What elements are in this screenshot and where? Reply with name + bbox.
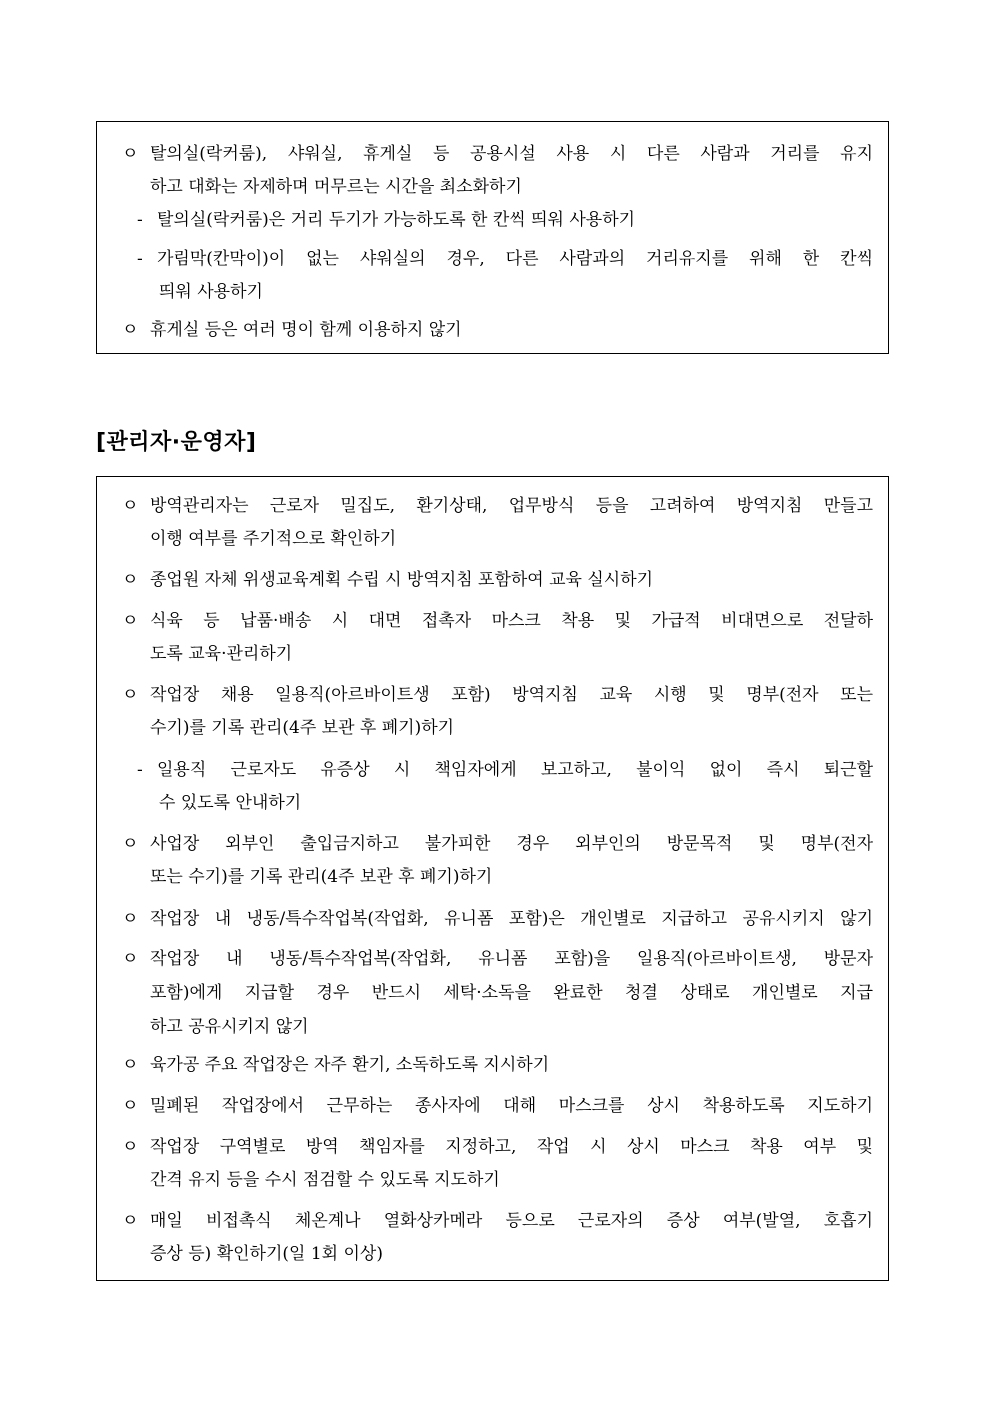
list-item-line: 하고 공유시키지 않기 [150, 1017, 309, 1037]
list-item-line: 가림막(칸막이)이 없는 샤워실의 경우, 다른 사람과의 거리유지를 위해 한 칸씩 [157, 249, 873, 269]
list-item-line: 또는 수기)를 기록 관리(4주 보관 후 폐기)하기 [150, 867, 493, 887]
list-item-line: 사업장 외부인 출입금지하고 불가피한 경우 외부인의 방문목적 및 명부(전자 [150, 834, 873, 854]
list-item-line: 하고 대화는 자제하며 머무르는 시간을 최소화하기 [150, 177, 522, 197]
dash-bullet: - [137, 210, 143, 230]
circle-bullet: ㅇ [122, 1055, 139, 1075]
list-item-line: 작업장 내 냉동/특수작업복(작업화, 유니폼 포함)은 개인별로 지급하고 공유시키지 않기 [150, 909, 873, 929]
circle-bullet: ㅇ [122, 496, 139, 516]
list-item-line: 수 있도록 안내하기 [159, 793, 302, 813]
list-item-line: 작업장 구역별로 방역 책임자를 지정하고, 작업 시 상시 마스크 착용 여부 및 [150, 1137, 873, 1157]
list-item-line: 수기)를 기록 관리(4주 보관 후 폐기)하기 [150, 718, 455, 738]
info-box-manager-guidelines [96, 476, 889, 1281]
list-item-line: 도록 교육·관리하기 [150, 644, 293, 664]
circle-bullet: ㅇ [122, 1096, 139, 1116]
list-item-line: 방역관리자는 근로자 밀집도, 환기상태, 업무방식 등을 고려하여 방역지침 만들고 [150, 496, 873, 516]
list-item-line: 매일 비접촉식 체온계나 열화상카메라 등으로 근로자의 증상 여부(발열, 호흡기 [150, 1211, 873, 1231]
circle-bullet: ㅇ [122, 909, 139, 929]
list-item-line: 이행 여부를 주기적으로 확인하기 [150, 529, 397, 549]
list-item-line: 작업장 채용 일용직(아르바이트생 포함) 방역지침 교육 시행 및 명부(전자 또는 [150, 685, 873, 705]
circle-bullet: ㅇ [122, 949, 139, 969]
list-item-line: 식육 등 납품·배송 시 대면 접촉자 마스크 착용 및 가급적 비대면으로 전달하 [150, 611, 873, 631]
circle-bullet: ㅇ [122, 570, 139, 590]
list-item-line: 탈의실(락커룸), 샤워실, 휴게실 등 공용시설 사용 시 다른 사람과 거리를 유지 [150, 144, 873, 164]
list-item-line: 휴게실 등은 여러 명이 함께 이용하지 않기 [150, 320, 462, 340]
list-item-line: 밀폐된 작업장에서 근무하는 종사자에 대해 마스크를 상시 착용하도록 지도하기 [150, 1096, 873, 1116]
circle-bullet: ㅇ [122, 144, 139, 164]
info-box-shared-facilities [96, 121, 889, 354]
circle-bullet: ㅇ [122, 320, 139, 340]
circle-bullet: ㅇ [122, 1211, 139, 1231]
list-item-line: 육가공 주요 작업장은 자주 환기, 소독하도록 지시하기 [150, 1055, 550, 1075]
list-item-line: 종업원 자체 위생교육계획 수립 시 방역지침 포함하여 교육 실시하기 [150, 570, 654, 590]
list-item-line: 작업장 내 냉동/특수작업복(작업화, 유니폼 포함)을 일용직(아르바이트생, 방문자 [150, 949, 873, 969]
circle-bullet: ㅇ [122, 685, 139, 705]
circle-bullet: ㅇ [122, 1137, 139, 1157]
list-item-line: 탈의실(락커룸)은 거리 두기가 가능하도록 한 칸씩 띄워 사용하기 [157, 210, 636, 230]
list-item-line: 포함)에게 지급할 경우 반드시 세탁·소독을 완료한 청결 상태로 개인별로 지급 [150, 983, 873, 1003]
circle-bullet: ㅇ [122, 834, 139, 854]
list-item-line: 간격 유지 등을 수시 점검할 수 있도록 지도하기 [150, 1170, 500, 1190]
list-item-line: 일용직 근로자도 유증상 시 책임자에게 보고하고, 불이익 없이 즉시 퇴근할 [157, 760, 873, 780]
section-heading: [관리자·운영자] [96, 430, 257, 455]
circle-bullet: ㅇ [122, 611, 139, 631]
dash-bullet: - [137, 760, 143, 780]
dash-bullet: - [137, 249, 143, 269]
list-item-line: 증상 등) 확인하기(일 1회 이상) [150, 1244, 383, 1264]
list-item-line: 띄워 사용하기 [159, 282, 263, 302]
